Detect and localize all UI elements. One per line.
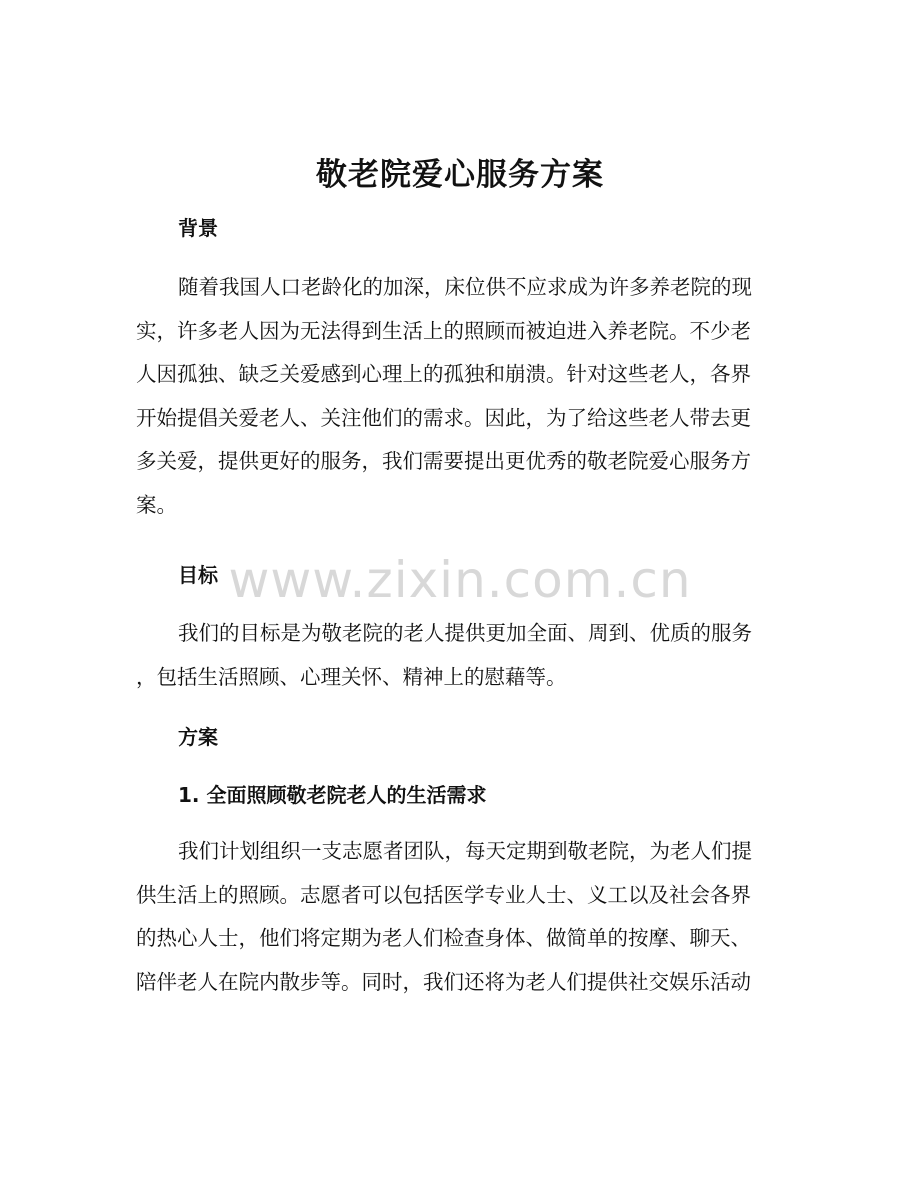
paragraph-line: 随着我国人口老龄化的加深，床位供不应求成为许多养老院的现 [178,275,752,299]
paragraph-line: 多关爱，提供更好的服务，我们需要提出更优秀的敬老院爱心服务方 [136,449,751,474]
paragraph-line: 我们的目标是为敬老院的老人提供更加全面、周到、优质的服务 [178,621,752,645]
paragraph-line: 陪伴老人在院内散步等。同时，我们还将为老人们提供社交娱乐活动 [136,969,751,994]
paragraph-background [136,266,776,528]
section-heading-goal: 目标 [178,563,218,587]
paragraph-plan-1 [136,830,776,1004]
section-heading-background: 背景 [178,216,218,240]
section-heading-plan: 方案 [178,725,218,749]
paragraph-line: 的热心人士，他们将定期为老人们检查身体、做简单的按摩、聊天、 [136,926,751,951]
paragraph-line: 供生活上的照顾。志愿者可以包括医学专业人士、义工以及社会各界 [136,882,751,907]
document-title: 敬老院爱心服务方案 [316,157,604,193]
paragraph-line: 开始提倡关爱老人、关注他们的需求。因此，为了给这些老人带去更 [136,405,751,430]
paragraph-line: 实，许多老人因为无法得到生活上的照顾而被迫进入养老院。不少老 [136,318,751,343]
paragraph-line: ，包括生活照顾、心理关怀、精神上的慰藉等。 [136,664,567,689]
paragraph-goal [136,612,776,699]
paragraph-line: 人因孤独、缺乏关爱感到心理上的孤独和崩溃。针对这些老人，各界 [136,362,751,387]
paragraph-line: 我们计划组织一支志愿者团队，每天定期到敬老院，为老人们提 [178,839,752,863]
paragraph-line: 案。 [136,492,177,517]
subsection-heading-plan-1: 1. 全面照顾敬老院老人的生活需求 [178,783,487,807]
watermark-text: www.zixin.com.cn [228,551,692,609]
